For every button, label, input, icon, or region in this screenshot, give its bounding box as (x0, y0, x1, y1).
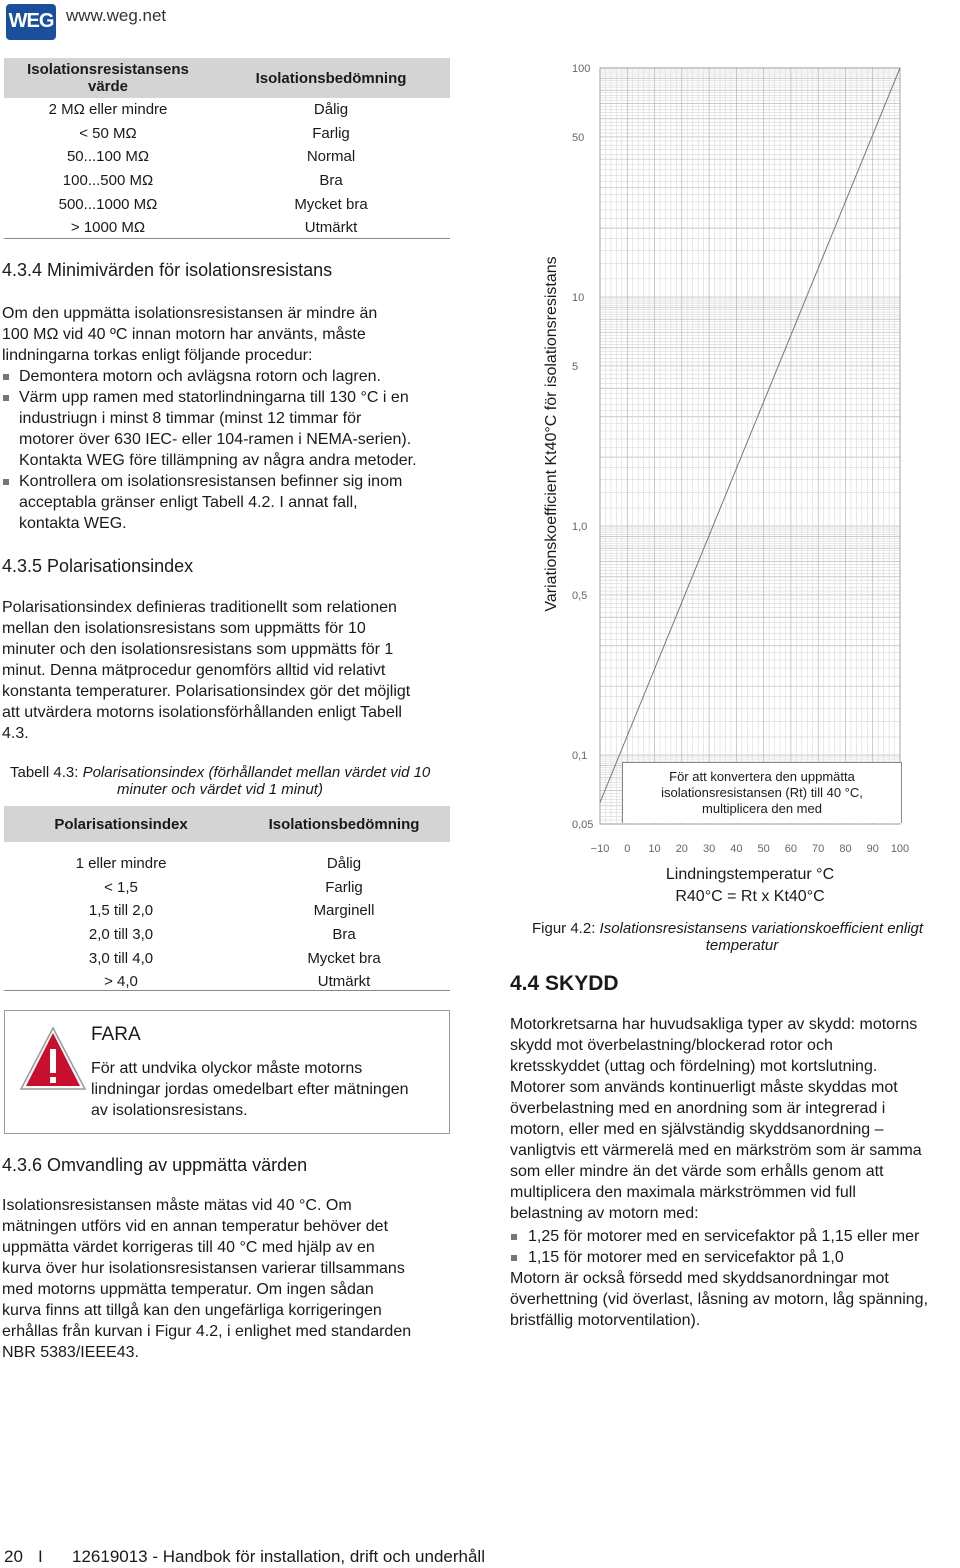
section-heading-4-3-4: 4.3.4 Minimivärden för isolationsresistans (2, 260, 333, 280)
chart-y-tick-label: 100 (572, 63, 591, 75)
bullet-item: Kontrollera om isolationsresistansen befinner sig inom acceptabla gränser enligt Tabell 4.2. I annat fall, kontakta WEG. (19, 473, 403, 532)
chart-x-axis-label: Lindningstemperatur °C (665, 866, 835, 883)
chart-x-tick-label: 0 (624, 843, 631, 855)
table-header: Isolationsresistansens värde (4, 58, 212, 98)
danger-warning-box (4, 1010, 450, 1134)
chart-y-tick-label: 50 (572, 131, 585, 144)
chart-x-tick-label: 10 (648, 843, 661, 855)
chart-x-tick-label: −10 (590, 843, 610, 855)
section-heading-4-3-5: 4.3.5 Polarisationsindex (2, 556, 194, 576)
table-caption: Tabell 4.3: Polarisationsindex (förhållandet mellan värdet vid 10 minuter och värdet vid 1 minut) (10, 764, 431, 798)
bullet-item: Demontera motorn och avlägsna rotorn och lagren. (19, 368, 381, 385)
table-row: 500...1000 MΩ Mycket bra (58, 195, 368, 213)
chart-y-tick-label: 5 (572, 360, 579, 373)
chart-y-tick-label: 0,1 (572, 750, 588, 763)
chart-x-tick-label: 100 (890, 843, 910, 855)
table-row: 1 eller mindre Dålig (75, 855, 362, 873)
polarization-index-table (4, 806, 450, 994)
bullet-item: Värm upp ramen med statorlindningarna till 130 °C i en industriugn i minst 8 timmar (minst 12 timmar för motorer över 630 IEC- eller 104-ramen i NEMA-serien). Kontakta WEG före tillämpning av några andra metoder. (19, 389, 417, 469)
divider (4, 990, 450, 991)
bullet-icon (3, 479, 9, 485)
warning-title: FARA (91, 1024, 141, 1045)
chart-x-tick-label: 90 (866, 843, 879, 855)
warning-text: För att undvika olyckor måste motorns lindningar jordas omedelbart efter mätningen av isolationsresistans. (91, 1060, 409, 1119)
warning-triangle-icon (19, 1025, 87, 1093)
section-heading-4-4: 4.4 SKYDD (510, 972, 619, 995)
chart-formula: R40°C = Rt x Kt40°C (675, 888, 825, 905)
website-url[interactable]: www.weg.net (66, 6, 167, 25)
table-row: 3,0 till 4,0 Mycket bra (88, 949, 381, 967)
table-row: 50...100 MΩ Normal (66, 148, 356, 166)
chart-x-tick-label: 20 (675, 843, 688, 855)
bullet-item: 1,15 för motorer med en servicefaktor på 1,0 (528, 1249, 844, 1266)
page-number: 20 (4, 1547, 23, 1566)
table-row: < 1,5 Farlig (104, 878, 363, 896)
chart-x-tick-label: 80 (839, 843, 852, 855)
chart-x-tick-label: 40 (730, 843, 743, 855)
chart-y-axis-label: Variationskoefficient Kt40°C för isolationsresistans (543, 256, 560, 612)
section-4-4-paragraph-2: Motorn är också försedd med skyddsanordningar mot överhettning (vid överlast, låsning av motorn, låg spänning, bristfällig motorventilation). (510, 1270, 929, 1329)
table-row: > 4,0 Utmärkt (104, 973, 371, 991)
table-header: Polarisationsindex (4, 806, 238, 842)
chart-x-tick-label: 70 (812, 843, 825, 855)
table-header: Isolationsbedömning (238, 806, 450, 842)
table-row: 1,5 till 2,0 Marginell (88, 902, 375, 920)
bullet-icon (511, 1234, 517, 1240)
bullet-icon (3, 374, 9, 380)
table-header: Isolationsbedömning (212, 58, 450, 98)
chart-x-tick-label: 30 (702, 843, 716, 855)
table-row: 100...500 MΩ Bra (62, 172, 343, 190)
table-row: 2 MΩ eller mindre Dålig (48, 101, 349, 119)
section-4-3-6-paragraph: Isolationsresistansen måste mätas vid 40 °C. Om mätningen utförs vid en annan temperatur behöver det uppmätta värdet korrigeras till 40 °C med hjälp av en kurva över hur isolationsresistansen varierar tillsammans med motorns uppmätta temperatur. Om ingen sådan kurva finns att tillgå kan den ungefärliga korrigeringen erhållas från kurvan i Figur 4.2, i enlighet med standarden NBR 5383/IEEE43. (2, 1197, 412, 1361)
section-4-3-5-paragraph: Polarisationsindex definieras traditionellt som relationen mellan den isolationsresistans som uppmätts för 10 minuter och den isolationsresistans som uppmätts för 1 minut. Denna mätprocedur genomförs alltid vid relativt konstanta temperaturer. Polarisationsindex gör det möjligt att utvärdera motorns isolationsförhållanden enligt Tabell 4.3. (2, 599, 411, 742)
section-4-4-paragraph: Motorkretsarna har huvudsakliga typer av skydd: motorns skydd mot överbelastning/blockerad rotor och kretsskyddet (uttag och fördelning) mot kortslutning. Motorer som används kontinuerligt måste skyddas mot överbelastning med en anordning som är integrerad i motorn, eller med en självständig skyddsanordning – vanligtvis ett värmerelä med en märkström som är samma som eller mindre än det värde som erhålls genom att multiplicera den maximala märkströmmen vid full belastning av motorn med: (510, 1016, 922, 1222)
figure-caption: Figur 4.2: Isolationsresistansens variationskoefficient enligt temperatur (532, 920, 924, 954)
chart-annotation-box: För att konvertera den uppmätta isolationsresistansen (Rt) till 40 °C, multiplicera den med (622, 762, 902, 823)
chart-y-tick-label: 0,5 (572, 589, 588, 602)
bullet-icon (511, 1255, 517, 1261)
table-row: < 50 MΩ Farlig (79, 124, 350, 142)
chart-y-tick-label: 0,05 (572, 819, 594, 831)
bullet-icon (3, 395, 9, 401)
chart-x-tick-label: 60 (784, 843, 798, 855)
section-heading-4-3-6: 4.3.6 Omvandling av uppmätta värden (2, 1155, 308, 1175)
table-row: > 1000 MΩ Utmärkt (70, 219, 358, 237)
insulation-resistance-table (4, 58, 450, 240)
chart-x-tick-label: 50 (757, 843, 770, 855)
bullet-item: 1,25 för motorer med en servicefaktor på 1,15 eller mer (528, 1228, 920, 1245)
weg-logo: WEG (6, 4, 56, 40)
table-row: 2,0 till 3,0 Bra (88, 926, 356, 944)
footer-document-title: 12619013 - Handbok för installation, drift och underhåll (72, 1547, 485, 1566)
section-4-3-4-intro: Om den uppmätta isolationsresistansen är mindre än 100 MΩ vid 40 ºC innan motorn har använts, måste lindningarna torkas enligt följande procedur: (2, 305, 378, 364)
chart-y-tick-label: 10 (572, 292, 585, 305)
chart-y-tick-label: 1,0 (572, 521, 588, 534)
divider (4, 238, 450, 239)
footer-separator: I (38, 1547, 43, 1566)
insulation-coefficient-chart (560, 56, 910, 876)
